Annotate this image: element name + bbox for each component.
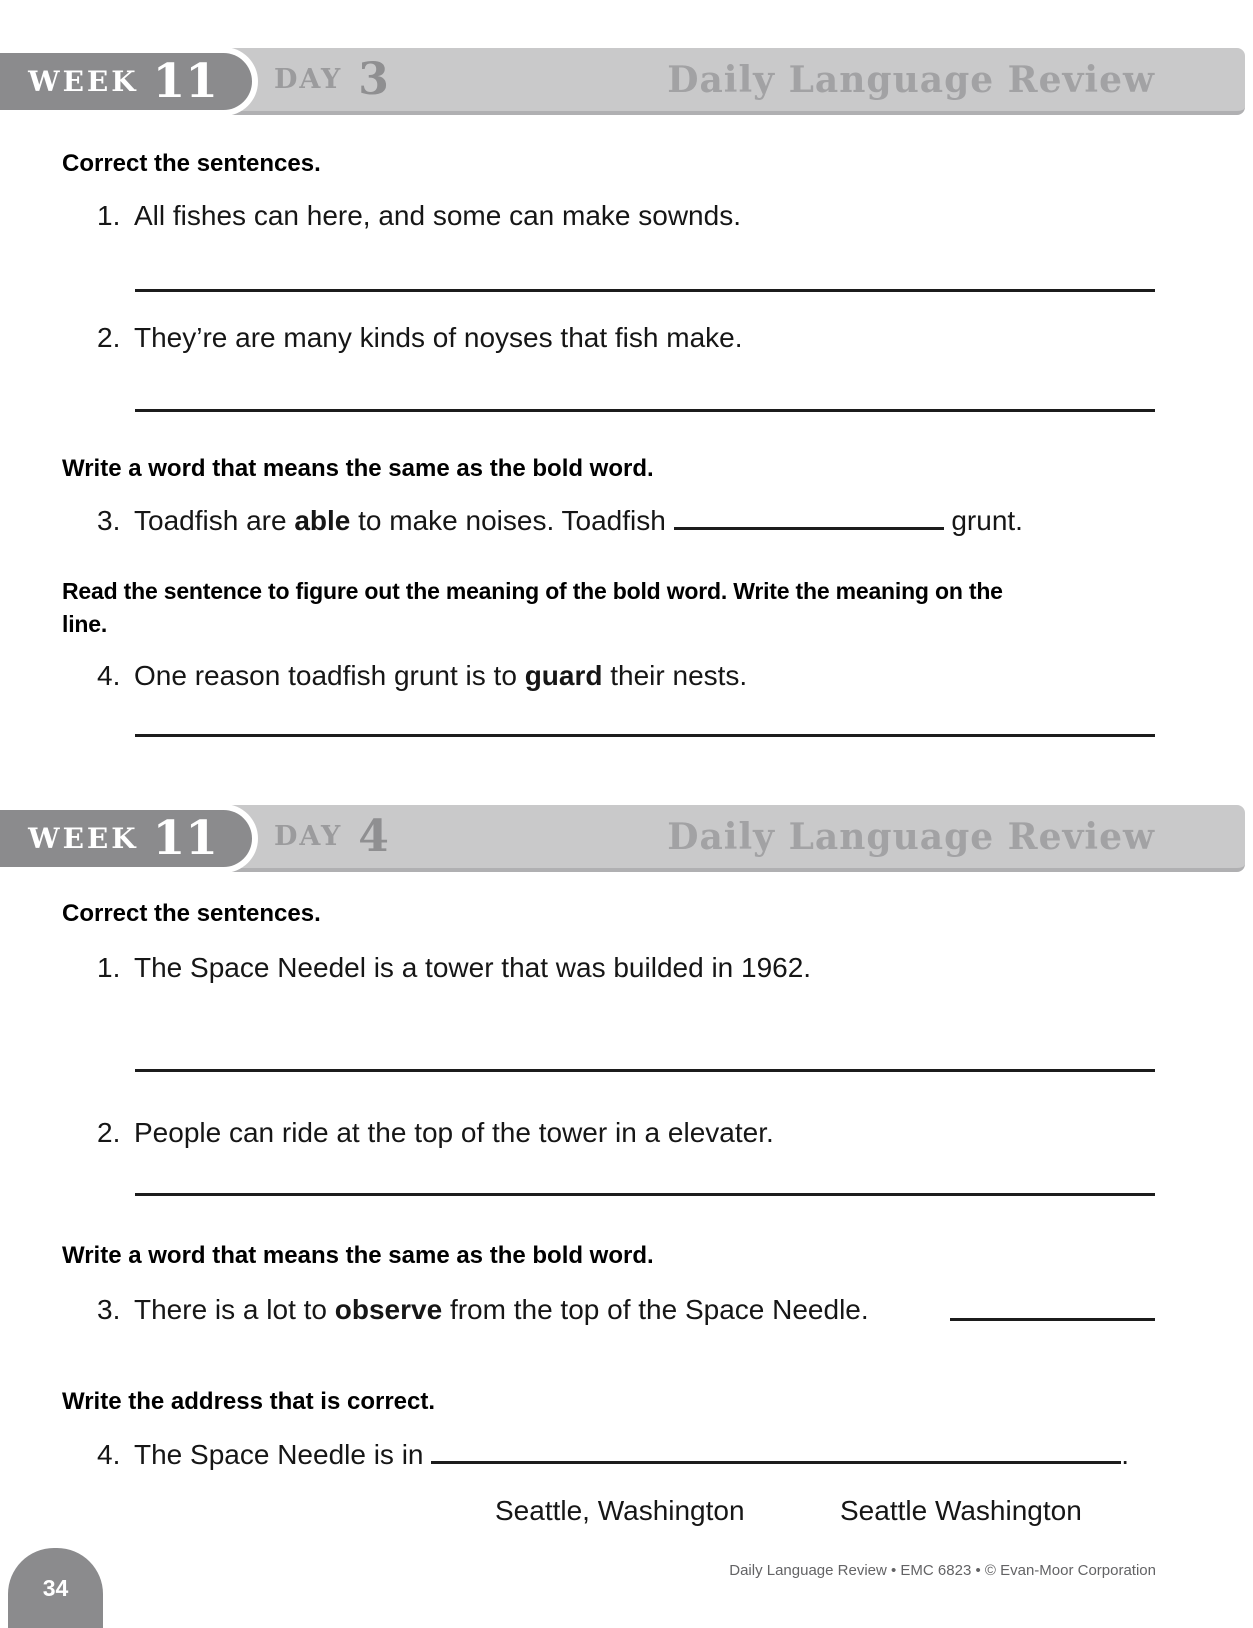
day-label: DAY: [274, 821, 343, 852]
page-number: 34: [42, 1574, 69, 1601]
answer-line: [135, 289, 1155, 292]
item-text-pre: One reason toadfish grunt is to: [134, 660, 525, 691]
banner-title: Daily Language Review: [667, 815, 1155, 858]
day4-instruction-correct: Correct the sentences.: [62, 900, 321, 927]
day-label: DAY: [274, 64, 343, 95]
item-number: 1.: [97, 952, 121, 983]
day4-instruction-synonym: Write a word that means the same as the bold word.: [62, 1242, 654, 1269]
item-number: 3.: [97, 505, 121, 536]
item-text-after: .: [1121, 1439, 1130, 1470]
item-bold-word: guard: [524, 660, 603, 691]
answer-line: [135, 409, 1155, 412]
address-option-2: Seattle Washington: [840, 1495, 1082, 1526]
exercise-item: [97, 198, 1163, 234]
item-number: 3.: [97, 1294, 121, 1325]
week-label: WEEK: [28, 822, 139, 855]
page-number-tab: [8, 1548, 103, 1628]
exercise-item: [97, 1437, 1163, 1473]
item-text: All fishes can here, and some can make sownds.: [134, 200, 741, 231]
item-number: 2.: [97, 322, 121, 353]
day-number: 4: [358, 810, 389, 862]
day3-instruction-meaning: Read the sentence to figure out the meaning of the bold word. Write the meaning on the line.: [62, 578, 1003, 637]
answer-line: [135, 1193, 1155, 1196]
address-option-1: Seattle, Washington: [495, 1495, 745, 1526]
item-text: The Space Needel is a tower that was builded in 1962.: [134, 952, 812, 983]
answer-line: [135, 1069, 1155, 1072]
item-text-pre: There is a lot to: [134, 1294, 335, 1325]
item-number: 2.: [97, 1117, 121, 1148]
day3-instruction-correct: Correct the sentences.: [62, 150, 321, 177]
day3-banner: [0, 48, 1253, 115]
item-text-post: to make noises. Toadfish: [350, 505, 674, 536]
day-indicator: [274, 48, 389, 111]
item-bold-word: observe: [334, 1294, 443, 1325]
inline-blank: [674, 527, 944, 530]
exercise-item: [97, 1292, 1163, 1328]
answer-line-short: [950, 1318, 1155, 1321]
week-tab: [0, 810, 252, 867]
exercise-item: [97, 1115, 1163, 1151]
inline-blank: [431, 1461, 1121, 1464]
exercise-item: [97, 320, 1163, 356]
day3-instruction-synonym: Write a word that means the same as the bold word.: [62, 455, 654, 482]
item-number: 4.: [97, 1439, 121, 1470]
answer-line: [135, 734, 1155, 737]
banner-title: Daily Language Review: [667, 58, 1155, 101]
week-number: 11: [152, 54, 218, 109]
item-text: They’re are many kinds of noyses that fish make.: [134, 322, 743, 353]
day-number: 3: [358, 53, 389, 105]
item-text-pre: Toadfish are: [134, 505, 295, 536]
item-text-pre: The Space Needle is in: [134, 1439, 432, 1470]
item-number: 1.: [97, 200, 121, 231]
item-number: 4.: [97, 660, 121, 691]
week-number: 11: [152, 811, 218, 866]
item-text-post: their nests.: [602, 660, 748, 691]
week-label: WEEK: [28, 65, 139, 98]
item-text-post: from the top of the Space Needle.: [442, 1294, 869, 1325]
footer-credit: Daily Language Review • EMC 6823 • © Evan-Moor Corporation: [729, 1562, 1156, 1579]
exercise-item: [97, 503, 1163, 539]
item-text-after: grunt.: [943, 505, 1023, 536]
day4-banner: [0, 805, 1253, 872]
exercise-item: [97, 658, 1163, 694]
item-text: People can ride at the top of the tower in a elevater.: [134, 1117, 774, 1148]
item-bold-word: able: [294, 505, 351, 536]
week-tab: [0, 53, 252, 110]
day-indicator: [274, 805, 389, 868]
day4-instruction-address: Write the address that is correct.: [62, 1388, 436, 1415]
exercise-item: [97, 950, 1163, 986]
